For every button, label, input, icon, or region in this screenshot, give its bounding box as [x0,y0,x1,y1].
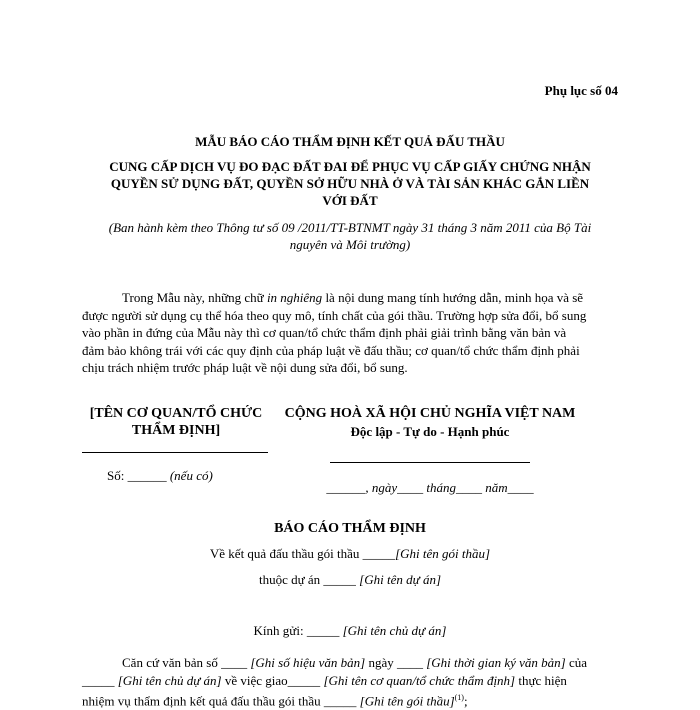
intro-italic-text: in nghiêng [266,290,323,305]
agency-name-line: [TÊN CƠ QUAN/TỔ CHỨC [89,406,263,421]
subtitle-line: CUNG CẤP DỊCH VỤ ĐO ĐẠC ĐẤT ĐAI ĐỂ PHỤC VỤ CẤP GIẤY CHỨNG NHẬN [109,159,591,174]
basis-text: Căn cứ văn bản số ____ [122,655,251,670]
agency-name [78,405,274,439]
intro-line: chịu trách nhiệm trước pháp luật về nội dung sửa đổi, bổ sung. [82,360,408,375]
recipient-label: Kính gửi: _____ [253,623,343,638]
basis-line [82,672,617,690]
recipient [100,623,600,639]
national-motto: CỘNG HOÀ XÃ HỘI CHỦ NGHĨA VIỆT NAM [284,406,576,421]
basis-line [82,689,617,710]
issued-note-line: (Ban hành kèm theo Thông tư số 09 /2011/TT-BTNMT ngày 31 tháng 3 năm 2011 của Bộ Tài [108,220,592,235]
report-project-placeholder: [Ghi tên dự án] [359,572,442,587]
report-subject [100,546,600,562]
subtitle-line: VỚI ĐẤT [322,193,378,208]
report-project-text: thuộc dự án _____ [258,572,360,587]
intro-line [82,289,617,307]
intro-line: vào phần in đứng của Mẫu này thì cơ quan/tổ chức thẩm định phải giải trình bằng văn bản và [82,325,567,340]
basis-placeholder: [Ghi số hiệu văn bản] [250,655,366,670]
recipient-placeholder: [Ghi tên chủ dự án] [342,623,447,638]
intro-text: Trong Mẫu này, những chữ [122,290,267,305]
basis-placeholder: [Ghi thời gian ký văn bản] [426,655,566,670]
appendix-label: Phụ lục số 04 [544,83,618,98]
national-header [270,405,590,441]
intro-text: là nội dung mang tính hướng dẫn, minh họa và sẽ [322,290,584,305]
form-subtitle [70,158,630,209]
number-blank: ______ [127,468,167,483]
basis-text: thực hiện [515,672,567,688]
intro-line: đảm bảo không trái với các quy định của pháp luật về đấu thầu; cơ quan/tổ chức thẩm định phải [82,342,580,358]
number-label: Số: [107,468,125,483]
national-divider [330,462,530,463]
intro-paragraph [82,289,617,377]
basis-paragraph [82,654,617,710]
basis-text: nhiệm vụ thẩm định kết quả đấu thầu gói thầu _____ [82,693,360,709]
footnote-marker: (1) [454,693,464,702]
report-project [100,572,600,588]
basis-text: của [565,655,587,670]
subtitle-line: QUYỀN SỬ DỤNG ĐẤT, QUYỀN SỞ HỮU NHÀ Ở VÀ TÀI SẢN KHÁC GẮN LIỀN [110,176,590,191]
report-title: BÁO CÁO THẨM ĐỊNH [274,521,426,536]
agency-name-line: THẨM ĐỊNH] [131,423,221,438]
basis-text: về việc giao_____ [221,672,324,688]
intro-line: được người sử dụng cụ thể hóa theo quy mô, tính chất của gói thầu. Trường hợp sửa đổi, bổ sung [82,307,587,323]
basis-text: _____ [82,672,118,688]
report-subject-text: Về kết quả đấu thầu gói thầu _____ [209,546,396,561]
basis-placeholder: [Ghi tên chủ dự án] [117,672,222,688]
agency-divider [82,452,268,453]
issued-note-line: nguyên và Môi trường) [289,237,411,252]
basis-text: ; [463,693,468,709]
basis-placeholder: [Ghi tên gói thầu] [359,693,455,709]
document-number [107,468,213,484]
number-note: (nếu có) [169,468,213,483]
issued-note [70,219,630,253]
basis-text: ngày ____ [365,655,427,670]
date-line: ______, ngày____ tháng____ năm____ [326,480,534,495]
form-title: MẪU BÁO CÁO THẨM ĐỊNH KẾT QUẢ ĐẤU THẦU [195,134,505,149]
basis-placeholder: [Ghi tên cơ quan/tổ chức thẩm định] [323,672,516,688]
report-subject-placeholder: [Ghi tên gói thầu] [395,546,491,561]
basis-line [82,654,617,672]
national-slogan: Độc lập - Tự do - Hạnh phúc [350,424,510,439]
